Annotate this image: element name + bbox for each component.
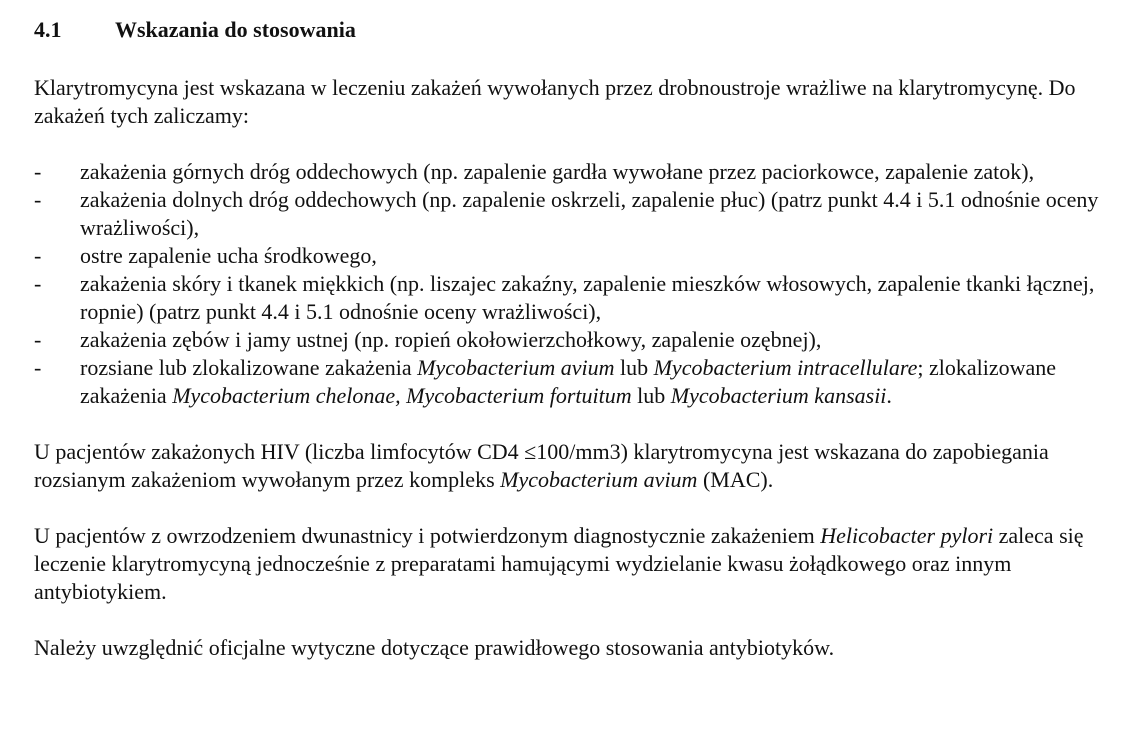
list-bullet: -	[34, 355, 42, 380]
list-bullet: -	[34, 243, 42, 268]
list-item	[34, 186, 1114, 242]
list-item-text: zakażenia skóry i tkanek miękkich (np. liszajec zakaźny, zapalenie mieszków włosowych, zapalenie tkanki łącznej, ropnie) (patrz punkt 4.4 i 5.1 odnośnie oceny wrażliwości),	[80, 271, 1095, 324]
text-run: zaleca się leczenie klarytromycyną jednocześnie z preparatami hamującymi wydzielanie kwasu żołądkowego oraz innym antybiotykiem.	[34, 523, 1084, 604]
text-run: rozsiane lub zlokalizowane zakażenia	[80, 355, 418, 380]
ulcer-paragraph	[34, 522, 1114, 606]
species-name: Mycobacterium avium	[500, 467, 698, 492]
indications-list	[34, 158, 1114, 410]
intro-paragraph: Klarytromycyna jest wskazana w leczeniu zakażeń wywołanych przez drobnoustroje wrażliwe na klarytromycynę. Do zakażeń tych zaliczamy:	[34, 75, 1076, 128]
text-run: ; zlokalizowane zakażenia	[80, 355, 1057, 408]
list-item-text: zakażenia dolnych dróg oddechowych (np. zapalenie oskrzeli, zapalenie płuc) (patrz punkt 4.4 i 5.1 odnośnie oceny wrażliwości),	[80, 187, 1099, 240]
list-bullet: -	[34, 187, 42, 212]
section-title: Wskazania do stosowania	[115, 17, 356, 42]
text-run: (MAC).	[697, 467, 774, 492]
section-number: 4.1	[34, 17, 62, 42]
text-run: U pacjentów zakażonych HIV (liczba limfocytów CD4 ≤100/mm3) klarytromycyna jest wskazana do zapobiegania rozsianym zakażeniom wywołanym przez kompleks	[34, 439, 1049, 492]
section-heading	[34, 14, 1114, 46]
document-page	[34, 14, 1114, 690]
list-item-text: zakażenia górnych dróg oddechowych (np. zapalenie gardła wywołane przez paciorkowce, zapalenie zatok),	[80, 159, 1035, 184]
list-bullet: -	[34, 327, 42, 352]
hiv-paragraph	[34, 438, 1114, 494]
species-name: Mycobacterium chelonae, Mycobacterium fortuitum	[172, 383, 632, 408]
text-run: lub	[614, 355, 654, 380]
list-item-text: ostre zapalenie ucha środkowego,	[80, 243, 377, 268]
list-item	[34, 270, 1114, 326]
list-bullet: -	[34, 271, 42, 296]
list-item	[34, 326, 1114, 354]
text-run: U pacjentów z owrzodzeniem dwunastnicy i potwierdzonym diagnostycznie zakażeniem	[34, 523, 821, 548]
text-run: lub	[631, 383, 671, 408]
closing-paragraph: Należy uwzględnić oficjalne wytyczne dotyczące prawidłowego stosowania antybiotyków.	[34, 635, 835, 660]
list-item-text	[80, 355, 1056, 408]
list-bullet: -	[34, 159, 42, 184]
list-item	[34, 158, 1114, 186]
list-item-text: zakażenia zębów i jamy ustnej (np. ropień okołowierzchołkowy, zapalenie ozębnej),	[80, 327, 822, 352]
species-name: Helicobacter pylori	[820, 523, 994, 548]
species-name: Mycobacterium kansasii	[670, 383, 887, 408]
text-run: .	[886, 383, 892, 408]
list-item	[34, 354, 1114, 410]
species-name: Mycobacterium intracellulare	[653, 355, 918, 380]
list-item	[34, 242, 1114, 270]
species-name: Mycobacterium avium	[417, 355, 615, 380]
